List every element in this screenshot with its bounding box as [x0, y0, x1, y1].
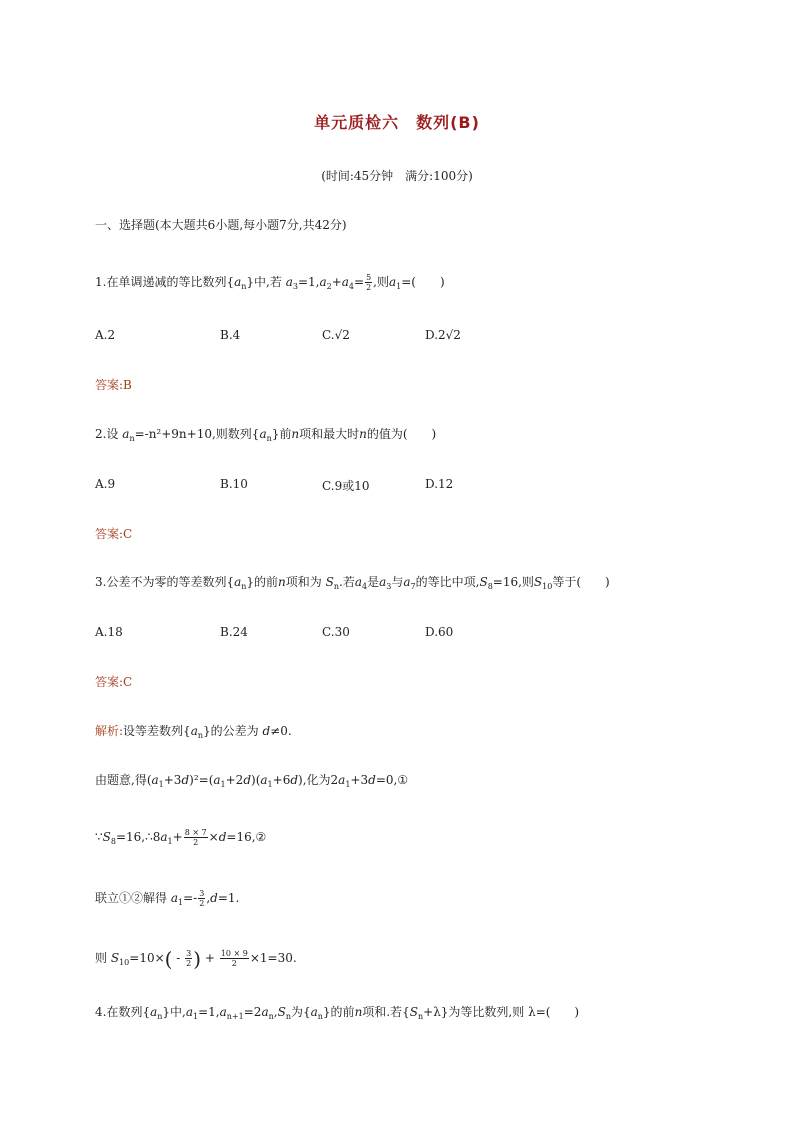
question-2: 2.设 $a_n=-n^2+9n+10$,则数列$\{a_n\}$前n项和最大时n的值为( ): [95, 427, 437, 443]
q1-option-c: C.√2: [322, 328, 350, 342]
q3-option-a: A.18: [95, 625, 123, 639]
q3-option-d: D.60: [425, 625, 454, 639]
solution-line-1: 解析:设等差数列$\{a_n\}$的公差为 d≠0.: [95, 724, 292, 740]
section-heading: 一、选择题(本大题共6小题,每小题7分,共42分): [95, 218, 347, 232]
fraction: $\frac{10 \times 9}{2}$: [220, 949, 248, 968]
q3-answer: 答案:C: [95, 675, 133, 689]
q1-option-d: D.2√2: [425, 328, 461, 342]
solution-label: 解析:: [95, 724, 124, 738]
fraction: $\frac{3}{2}$: [186, 949, 192, 968]
page-subtitle: (时间:45分钟 满分:100分): [321, 169, 473, 183]
solution-line-5: 则 $S_{10}=10\times$( - $\frac{3}{2}$ ) + $\frac{10 \times 9}{2}$ ×1=30.: [95, 946, 297, 971]
q1-option-b: B.4: [220, 328, 241, 342]
q3-option-c: C.30: [322, 625, 350, 639]
question-4: 4.在数列$\{a_n\}$中$,a_1=1,a_{n+1}=2a_n,S_n$为$\{a_n\}$的前n项和.若$\{S_n+\lambda\}$为等比数列,则 λ=( ): [95, 1005, 580, 1021]
q2-answer: 答案:C: [95, 527, 133, 541]
fraction: $\frac{3}{2}$: [199, 889, 205, 908]
question-3: 3.公差不为零的等差数列$\{a_n\}$的前n项和为 $S_n$.若$a_4$是$a_3$与$a_7$的等比中项$,S_8=16$,则$S_{10}$等于( ): [95, 575, 610, 591]
q2-option-a: A.9: [95, 477, 116, 491]
fraction: $\frac{5}{2}$: [366, 273, 372, 292]
solution-line-4: 联立①②解得 $a_1=-$ $\frac{3}{2}$ ,d=1.: [95, 889, 240, 908]
q1-answer: 答案:B: [95, 378, 132, 392]
q3-option-b: B.24: [220, 625, 248, 639]
solution-line-3: $\because S_8=16,\therefore 8a_1+$ $\frac{8 \times 7}{2}$ ×d=16,②: [95, 828, 267, 847]
q2-option-d: D.12: [425, 477, 454, 491]
question-1: 1.在单调递减的等比数列$\{a_n\}$中,若 $a_3=1,a_2+a_4=$ $\frac{5}{2}$ ,则$a_1=$( ): [95, 273, 445, 292]
q1-option-a: A.2: [95, 328, 116, 342]
page-title: 单元质检六 数列(B): [314, 113, 480, 132]
q2-option-c: C.9或10: [322, 479, 370, 493]
fraction: $\frac{8 \times 7}{2}$: [184, 828, 207, 847]
solution-line-2: 由题意,得$(a_1+3d)^2=(a_1+2d)(a_1+6d)$,化为$2a_1+3d=0,①$: [95, 773, 409, 789]
q2-option-b: B.10: [220, 477, 248, 491]
